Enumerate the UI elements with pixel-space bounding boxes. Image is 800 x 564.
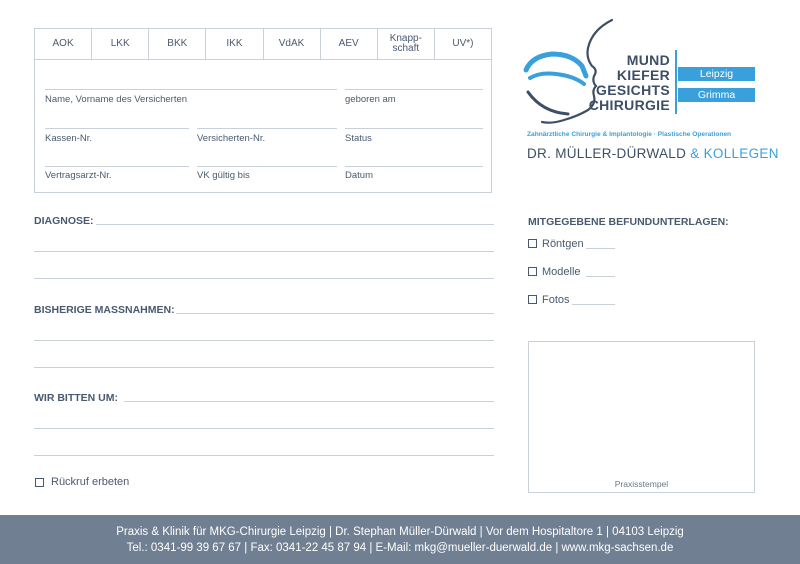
massnahmen-label: BISHERIGE MASSNAHMEN:	[34, 304, 175, 316]
insurer-header-row	[35, 29, 491, 60]
diagnose-line-2[interactable]	[34, 251, 494, 252]
insurer-vdak[interactable]: VdAK	[264, 29, 321, 59]
stamp-label: Praxisstempel	[614, 479, 669, 489]
born-field-label: geboren am	[345, 94, 396, 105]
location-leipzig: Leipzig	[678, 67, 755, 81]
logo-word-kiefer: KIEFER	[616, 67, 670, 83]
fotos-line[interactable]	[572, 304, 615, 305]
doctor-name-main: DR. MÜLLER-DÜRWALD	[527, 146, 687, 161]
insurer-aok[interactable]: AOK	[35, 29, 92, 59]
roentgen-line[interactable]	[586, 248, 615, 249]
name-field-line[interactable]	[45, 89, 337, 90]
insurer-knappschaft-label: Knapp- schaft	[389, 33, 422, 54]
vk-field-label: VK gültig bis	[197, 170, 250, 181]
roentgen-label: Röntgen	[542, 238, 584, 250]
footer-contact: Tel.: 0341-99 39 67 67 | Fax: 0341-22 45 87 94 | E-Mail: mkg@mueller-duerwald.de | www.mkg-sachsen.de	[126, 542, 674, 554]
kasse-field-line[interactable]	[45, 128, 189, 129]
modelle-line[interactable]	[586, 276, 615, 277]
fotos-label: Fotos	[542, 294, 570, 306]
location-grimma: Grimma	[678, 88, 755, 102]
insurer-bkk[interactable]: BKK	[149, 29, 206, 59]
bitten-line-2[interactable]	[34, 428, 494, 429]
modelle-label: Modelle	[542, 266, 581, 278]
logo-word-gesichts: GESICHTS	[596, 82, 670, 98]
insurer-ikk[interactable]: IKK	[206, 29, 263, 59]
roentgen-checkbox[interactable]	[528, 239, 537, 248]
fotos-checkbox[interactable]	[528, 295, 537, 304]
datum-field-line[interactable]	[345, 166, 483, 167]
insurer-knappschaft[interactable]	[378, 29, 435, 59]
insurer-lkk[interactable]: LKK	[92, 29, 149, 59]
practice-tagline: Zahnärztliche Chirurgie & Implantologie · Plastische Operationen	[527, 131, 732, 138]
diagnose-line-3[interactable]	[34, 278, 494, 279]
stamp-box	[528, 341, 755, 493]
massnahmen-line-1[interactable]	[176, 313, 494, 314]
born-field-line[interactable]	[345, 89, 483, 90]
diagnose-label: DIAGNOSE:	[34, 215, 94, 227]
insurer-aev[interactable]: AEV	[321, 29, 378, 59]
bitten-line-1[interactable]	[124, 401, 494, 402]
logo-word-mund: MUND	[626, 52, 670, 68]
rueckruf-label: Rückruf erbeten	[51, 476, 130, 488]
vk-field-line[interactable]	[197, 166, 337, 167]
name-field-label: Name, Vorname des Versicherten	[45, 94, 188, 105]
modelle-checkbox[interactable]	[528, 267, 537, 276]
doctor-name	[527, 146, 779, 161]
logo-word-chirurgie: CHIRURGIE	[588, 97, 670, 113]
footer-address: Praxis & Klinik für MKG-Chirurgie Leipzig | Dr. Stephan Müller-Dürwald | Vor dem Hospitaltore 1 | 04103 Leipzig	[116, 526, 684, 538]
diagnose-line-1[interactable]	[96, 224, 494, 225]
footer-bar	[0, 515, 800, 564]
insurance-form-box	[34, 28, 492, 193]
kasse-field-label: Kassen-Nr.	[45, 133, 92, 144]
logo-divider	[675, 50, 677, 114]
insurer-uv[interactable]: UV*)	[452, 38, 474, 49]
arzt-field-line[interactable]	[45, 166, 189, 167]
status-field-line[interactable]	[345, 128, 483, 129]
versicherten-field-line[interactable]	[197, 128, 337, 129]
massnahmen-line-3[interactable]	[34, 367, 494, 368]
bitten-line-3[interactable]	[34, 455, 494, 456]
versicherten-field-label: Versicherten-Nr.	[197, 133, 266, 144]
datum-field-label: Datum	[345, 170, 373, 181]
bitten-label: WIR BITTEN UM:	[34, 392, 118, 404]
status-field-label: Status	[345, 133, 372, 144]
doctor-name-suffix: & KOLLEGEN	[690, 146, 779, 161]
rueckruf-checkbox[interactable]	[35, 478, 44, 487]
massnahmen-line-2[interactable]	[34, 340, 494, 341]
befund-label: MITGEGEBENE BEFUNDUNTERLAGEN:	[528, 216, 729, 228]
arzt-field-label: Vertragsarzt-Nr.	[45, 170, 112, 181]
